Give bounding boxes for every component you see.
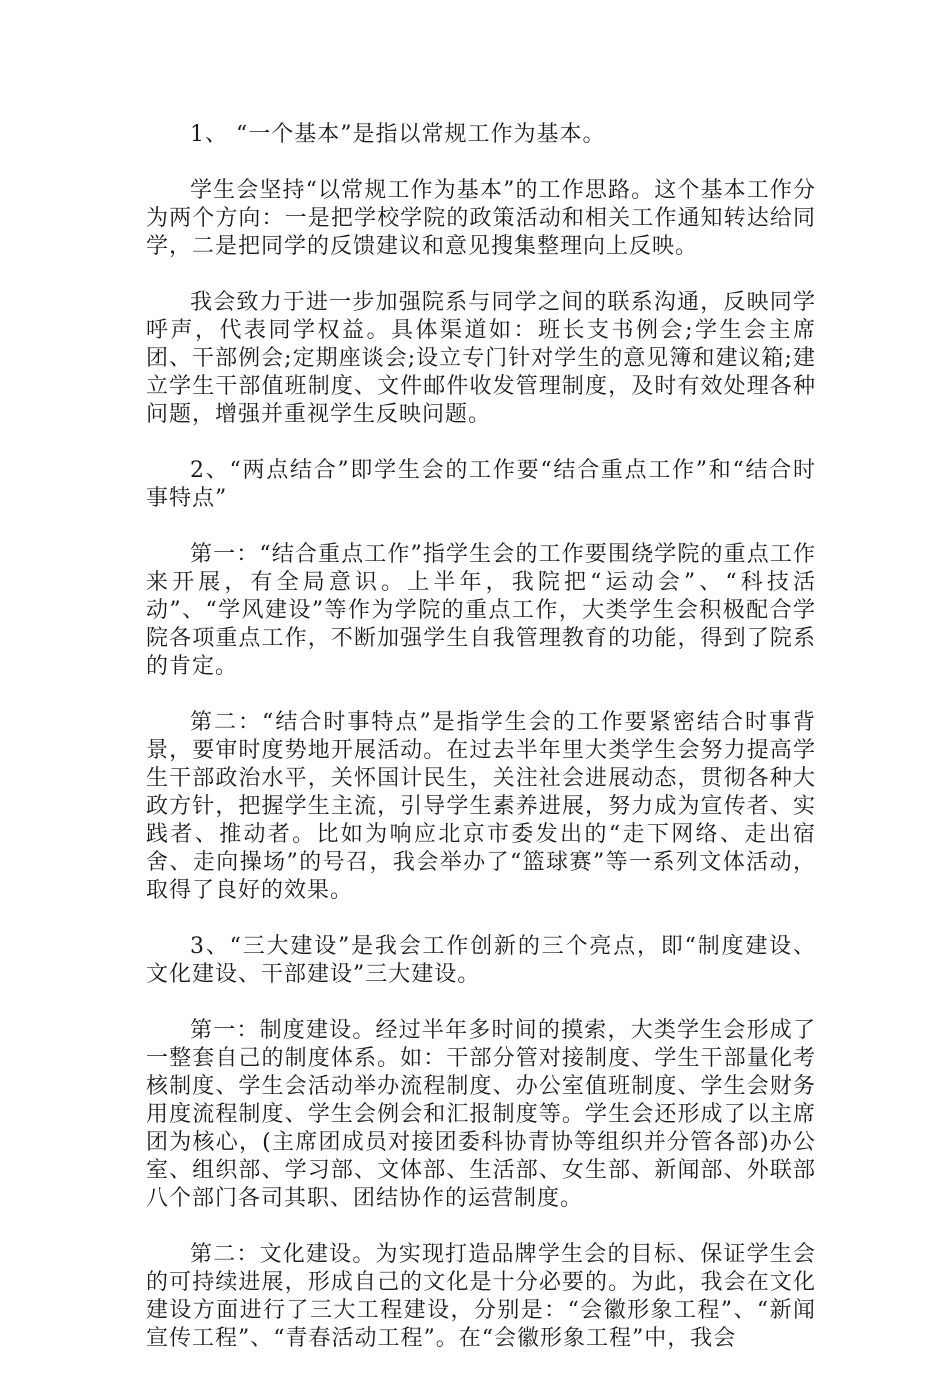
paragraph-8: 第一：制度建设。经过半年多时间的摸索，大类学生会形成了一整套自己的制度体系。如：干部分管对接制度、学生干部量化考核制度、学生会活动举办流程制度、办公室值班制度、学生会财务用度流程制度、学生会例会和汇报制度等。学生会还形成了以主席团为核心，(主席团成员对接团委科协青协等组织并分管各部)办公室、组织部、学习部、文体部、生活部、女生部、新闻部、外联部八个部门各司其职、团结协作的运营制度。 [146,1018,816,1211]
paragraph-9: 第二：文化建设。为实现打造品牌学生会的目标、保证学生会的可持续进展，形成自己的文化是十分必要的。为此，我会在文化建设方面进行了三大工程建设，分别是：“会徽形象工程”、“新闻宣传工程”、“青春活动工程”。在“会徽形象工程”中，我会 [146,1242,816,1351]
paragraph-6: 第二：“结合时事特点”是指学生会的工作要紧密结合时事背景，要审时度势地开展活动。在过去半年里大类学生会努力提高学生干部政治水平，关怀国计民生，关注社会进展动态，贯彻各种大政方针，把握学生主流，引导学生素养进展，努力成为宣传者、实践者、推动者。比如为响应北京市委发出的“走下网络、走出宿舍、走向操场”的号召，我会举办了“篮球赛”等一系列文体活动，取得了良好的效果。 [146,710,816,903]
paragraph-7: 3、“三大建设”是我会工作创新的三个亮点，即“制度建设、文化建设、干部建设”三大建设。 [146,934,816,987]
paragraph-4: 2、“两点结合”即学生会的工作要“结合重点工作”和“结合时事特点” [146,458,816,511]
document-body [146,121,816,1381]
paragraph-5: 第一：“结合重点工作”指学生会的工作要围绕学院的重点工作来开展，有全局意识。上半年，我院把“运动会”、“科技活动”、“学风建设”等作为学院的重点工作，大类学生会积极配合学院各项重点工作，不断加强学生自我管理教育的功能，得到了院系的肯定。 [146,542,816,679]
paragraph-2: 学生会坚持“以常规工作为基本”的工作思路。这个基本工作分为两个方向：一是把学校学院的政策活动和相关工作通知转达给同学，二是把同学的反馈建议和意见搜集整理向上反映。 [146,178,816,259]
paragraph-3: 我会致力于进一步加强院系与同学之间的联系沟通，反映同学呼声，代表同学权益。具体渠道如：班长支书例会;学生会主席团、干部例会;定期座谈会;设立专门针对学生的意见簿和建议箱;建立学生干部值班制度、文件邮件收发管理制度，及时有效处理各种问题，增强并重视学生反映问题。 [146,290,816,427]
paragraph-1: 1、 “一个基本”是指以常规工作为基本。 [190,122,606,147]
